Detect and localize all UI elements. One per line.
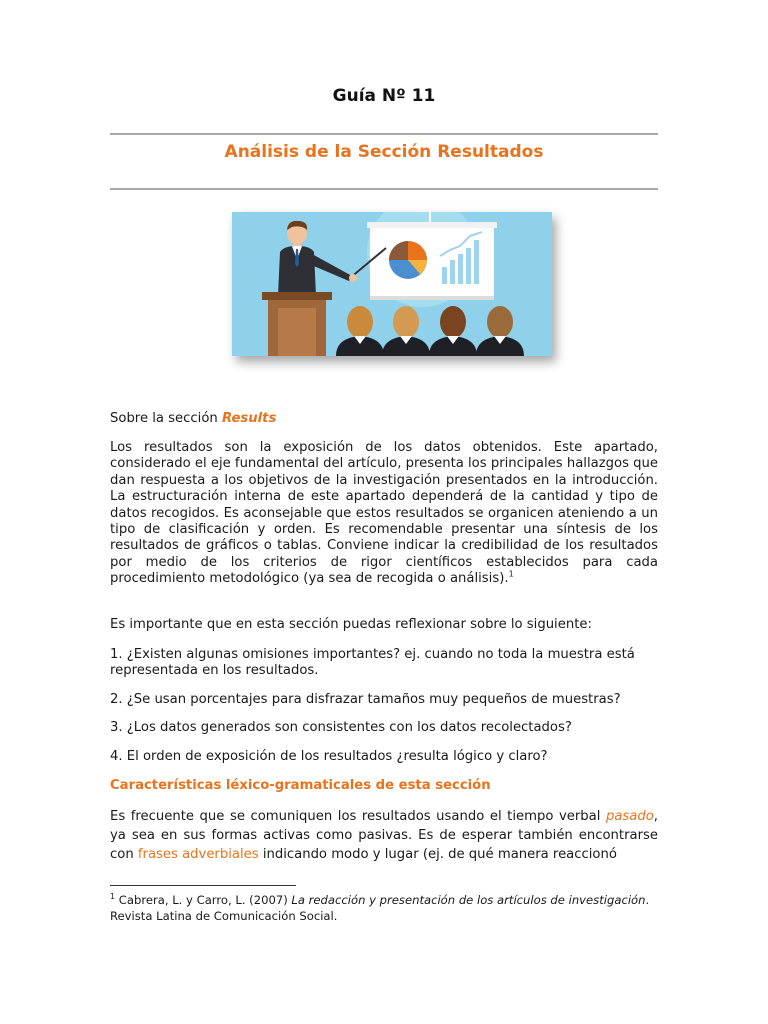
page-title: Guía Nº 11 xyxy=(332,86,436,106)
intro-line xyxy=(110,411,658,427)
bottom-divider xyxy=(110,188,658,190)
footnote-source: . Revista Latina de Comunicación Social. xyxy=(110,893,650,923)
question-3: 3. ¿Los datos generados son consistentes con los datos recolectados? xyxy=(110,720,572,735)
question-2: 2. ¿Se usan porcentajes para disfrazar tamaños muy pequeños de muestras? xyxy=(110,692,621,707)
footnote-number: 1 xyxy=(110,892,116,902)
footnote xyxy=(110,892,658,924)
footnote-divider xyxy=(110,885,296,886)
intro-prefix: Sobre la sección xyxy=(110,411,222,426)
page-subtitle: Análisis de la Sección Resultados xyxy=(224,142,544,162)
top-divider xyxy=(110,133,658,135)
question-4: 4. El orden de exposición de los resultados ¿resulta lógico y claro? xyxy=(110,749,548,764)
lexical-text-2: , ya sea en sus formas activas como pasivas. Es de esperar también encontrarse con xyxy=(110,809,658,862)
footnote-reference: 1 xyxy=(508,569,514,579)
keyword-frases-adverbiales: frases adverbiales xyxy=(137,847,259,862)
paragraph-reflection-intro: Es importante que en esta sección puedas reflexionar sobre lo siguiente: xyxy=(110,617,592,632)
section-heading: Características léxico-gramaticales de esta sección xyxy=(110,778,491,793)
footnote-title: La redacción y presentación de los artículos de investigación xyxy=(291,893,646,907)
paragraph-results-description xyxy=(110,440,658,588)
question-1: 1. ¿Existen algunas omisiones importantes? ej. cuando no toda la muestra está representada en los resultados. xyxy=(110,647,635,679)
results-keyword: Results xyxy=(221,411,277,426)
footnote-authors: Cabrera, L. y Carro, L. (2007) xyxy=(115,893,292,907)
lexical-text-1: Es frecuente que se comuniquen los resultados usando el tiempo verbal xyxy=(110,809,606,824)
lexical-text-3: indicando modo y lugar (ej. de qué manera reaccionó xyxy=(258,847,617,862)
presentation-illustration xyxy=(232,212,552,356)
paragraph-1-text: Los resultados son la exposición de los datos obtenidos. Este apartado, considerado el eje fundamental del artículo, presenta los principales hallazgos que dan respuesta a los objetivos de la investigación presentados en la introducción. La estructuración interna de este apartado dependerá de la cantidad y tipo de datos recogidos. Es aconsejable que estos resultados se organicen ateniendo a un tipo de clasificación y orden. Es recomendable presentar una síntesis de los resultados de gráficos o tablas. Conviene indicar la credibilidad de los resultados por medio de los criterios de rigor científicos establecidos para cada procedimiento metodológico (ya sea de recogida o análisis). xyxy=(110,440,658,587)
paragraph-lexical-features xyxy=(110,807,658,864)
keyword-pasado: pasado xyxy=(605,809,654,824)
